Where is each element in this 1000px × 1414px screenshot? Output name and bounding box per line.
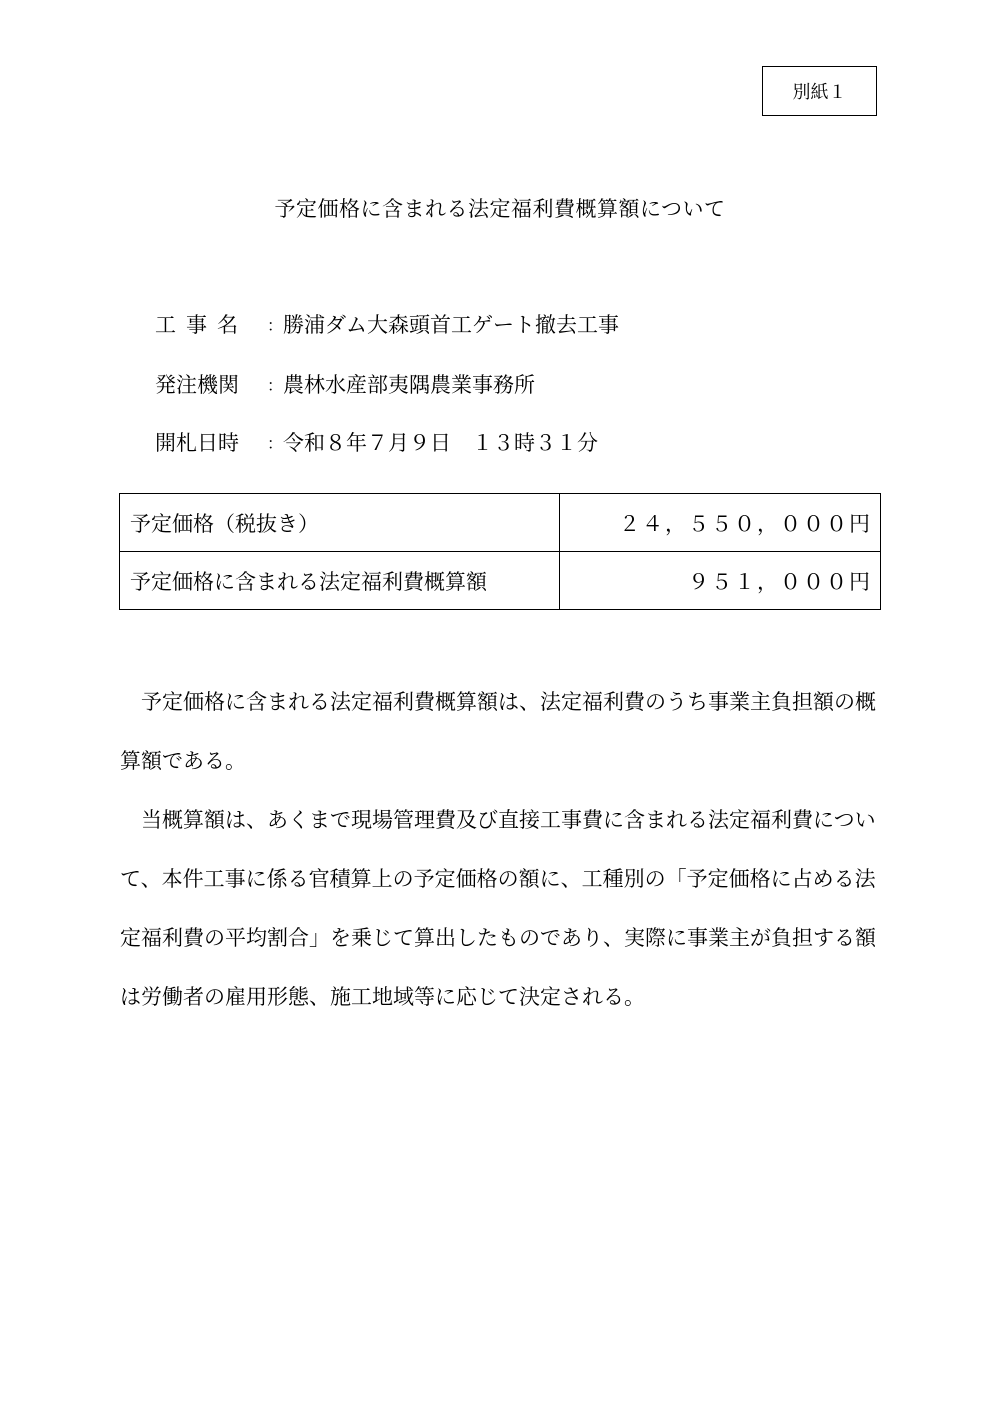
bid-opening-separator: ： <box>267 433 284 453</box>
info-row-bid-opening <box>155 427 598 457</box>
bid-opening-value: 令和８年７月９日 １３時３１分 <box>283 431 598 455</box>
work-name-value: 勝浦ダム大森頭首工ゲート撤去工事 <box>283 313 619 337</box>
ordering-agency-value: 農林水産部夷隅農業事務所 <box>283 373 535 397</box>
attachment-label <box>762 66 877 116</box>
info-row-ordering-agency <box>155 369 535 399</box>
work-name-separator: ： <box>267 315 284 335</box>
table-row <box>120 552 881 610</box>
explanation-paragraph-1: 予定価格に含まれる法定福利費概算額は、法定福利費のうち事業主負担額の概算額である。 <box>120 690 876 773</box>
ordering-agency-separator: ： <box>267 375 284 395</box>
welfare-cost-label: 予定価格に含まれる法定福利費概算額 <box>120 552 560 610</box>
work-name-label: 工事名 <box>155 313 248 337</box>
document-title: 予定価格に含まれる法定福利費概算額について <box>274 197 726 221</box>
planned-price-value: ２４，５５０，０００円 <box>560 494 881 552</box>
explanation-text <box>120 673 890 1027</box>
explanation-paragraph-2: 当概算額は、あくまで現場管理費及び直接工事費に含まれる法定福利費について、本件工事に係る官積算上の予定価格の額に、工種別の「予定価格に占める法定福利費の平均割合」を乗じて算出したものであり、実際に事業主が負担する額は労働者の雇用形態、施工地域等に応じて決定される。 <box>120 808 876 1009</box>
planned-price-label: 予定価格（税抜き） <box>120 494 560 552</box>
price-table <box>119 493 881 610</box>
bid-opening-label: 開札日時 <box>155 431 239 455</box>
table-row <box>120 494 881 552</box>
info-row-work-name <box>155 309 619 339</box>
ordering-agency-label: 発注機関 <box>155 373 239 397</box>
attachment-label-text: 別紙１ <box>792 82 847 103</box>
welfare-cost-value: ９５１，０００円 <box>560 552 881 610</box>
